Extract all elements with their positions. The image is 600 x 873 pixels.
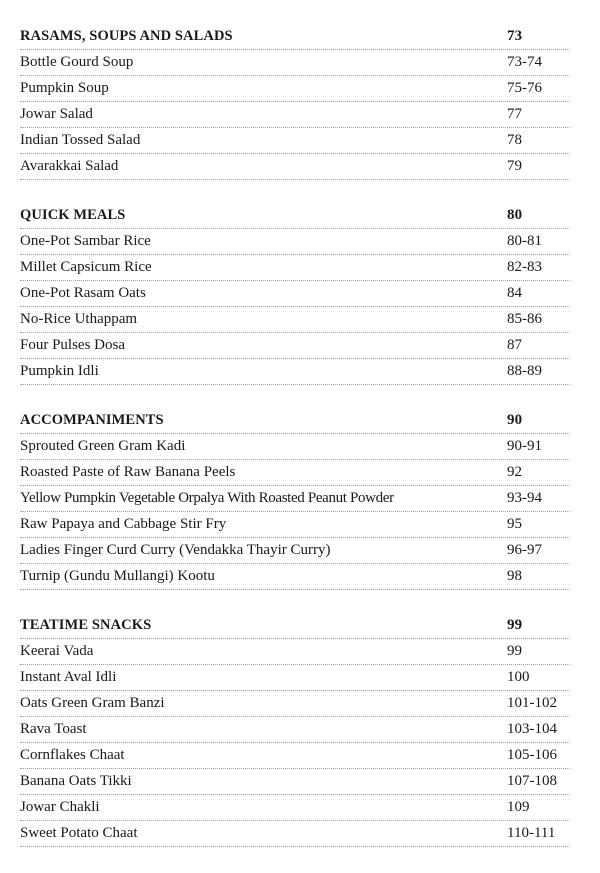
entry-title: Keerai Vada <box>20 643 94 659</box>
toc-entry <box>20 50 570 76</box>
entry-title: Millet Capsicum Rice <box>20 259 152 275</box>
section-heading-row <box>20 203 570 229</box>
entry-page-number: 107-108 <box>507 773 557 789</box>
entry-page-number: 84 <box>507 285 522 301</box>
section-heading-row <box>20 613 570 639</box>
entry-page-number: 109 <box>507 799 530 815</box>
section-heading: ACCOMPANIMENTS <box>20 412 164 428</box>
toc-entry <box>20 333 570 359</box>
toc-entry <box>20 639 570 665</box>
entry-title: Jowar Chakli <box>20 799 100 815</box>
entry-title: Jowar Salad <box>20 106 93 122</box>
toc-entry <box>20 102 570 128</box>
entry-page-number: 77 <box>507 106 522 122</box>
table-of-contents <box>20 24 570 870</box>
toc-entry <box>20 434 570 460</box>
toc-entry <box>20 486 570 512</box>
toc-entry <box>20 255 570 281</box>
toc-section-teatime-snacks <box>20 613 570 847</box>
entry-title: One-Pot Sambar Rice <box>20 233 151 249</box>
entry-page-number: 103-104 <box>507 721 557 737</box>
section-heading: TEATIME SNACKS <box>20 617 152 633</box>
entry-page-number: 90-91 <box>507 438 542 454</box>
entry-title: Instant Aval Idli <box>20 669 117 685</box>
toc-entry <box>20 538 570 564</box>
toc-entry <box>20 359 570 385</box>
entry-title: Sweet Potato Chaat <box>20 825 138 841</box>
section-page-number: 73 <box>507 28 523 44</box>
entry-page-number: 88-89 <box>507 363 542 379</box>
entry-page-number: 98 <box>507 568 522 584</box>
entry-page-number: 85-86 <box>507 311 542 327</box>
entry-title: Sprouted Green Gram Kadi <box>20 438 186 454</box>
entry-page-number: 73-74 <box>507 54 542 70</box>
section-heading-row <box>20 24 570 50</box>
toc-section-accompaniments <box>20 408 570 590</box>
entry-page-number: 93-94 <box>507 490 542 506</box>
section-heading-row <box>20 408 570 434</box>
section-page-number: 99 <box>507 617 523 633</box>
section-page-number: 90 <box>507 412 523 428</box>
entry-title: Raw Papaya and Cabbage Stir Fry <box>20 516 227 532</box>
toc-entry <box>20 795 570 821</box>
toc-entry <box>20 769 570 795</box>
entry-page-number: 78 <box>507 132 522 148</box>
entry-page-number: 82-83 <box>507 259 542 275</box>
toc-section-quick-meals <box>20 203 570 385</box>
toc-entry <box>20 460 570 486</box>
entry-title: Yellow Pumpkin Vegetable Orpalya With Roasted Peanut Powder <box>20 490 394 506</box>
toc-entry <box>20 665 570 691</box>
entry-title: Turnip (Gundu Mullangi) Kootu <box>20 568 215 584</box>
entry-title: Indian Tossed Salad <box>20 132 141 148</box>
toc-entry <box>20 717 570 743</box>
toc-entry <box>20 154 570 180</box>
entry-page-number: 100 <box>507 669 530 685</box>
entry-page-number: 101-102 <box>507 695 557 711</box>
entry-title: Pumpkin Idli <box>20 363 99 379</box>
entry-title: Banana Oats Tikki <box>20 773 132 789</box>
entry-page-number: 92 <box>507 464 522 480</box>
entry-title: One-Pot Rasam Oats <box>20 285 146 301</box>
toc-entry <box>20 821 570 847</box>
entry-title: Bottle Gourd Soup <box>20 54 134 70</box>
entry-page-number: 96-97 <box>507 542 542 558</box>
section-heading: RASAMS, SOUPS AND SALADS <box>20 28 233 44</box>
toc-entry <box>20 281 570 307</box>
entry-page-number: 95 <box>507 516 522 532</box>
entry-title: Roasted Paste of Raw Banana Peels <box>20 464 236 480</box>
entry-title: No-Rice Uthappam <box>20 311 138 327</box>
entry-title: Four Pulses Dosa <box>20 337 126 353</box>
toc-entry <box>20 743 570 769</box>
toc-entry <box>20 691 570 717</box>
entry-page-number: 99 <box>507 643 522 659</box>
section-heading: QUICK MEALS <box>20 207 126 223</box>
entry-page-number: 110-111 <box>507 825 556 841</box>
entry-title: Cornflakes Chaat <box>20 747 125 763</box>
toc-entry <box>20 229 570 255</box>
entry-page-number: 80-81 <box>507 233 542 249</box>
toc-entry <box>20 307 570 333</box>
toc-section-rasams-soups-salads <box>20 24 570 180</box>
toc-entry <box>20 564 570 590</box>
entry-title: Ladies Finger Curd Curry (Vendakka Thayir Curry) <box>20 542 331 558</box>
entry-page-number: 87 <box>507 337 522 353</box>
entry-page-number: 105-106 <box>507 747 557 763</box>
section-page-number: 80 <box>507 207 523 223</box>
toc-entry <box>20 76 570 102</box>
entry-title: Rava Toast <box>20 721 87 737</box>
entry-page-number: 79 <box>507 158 522 174</box>
entry-title: Pumpkin Soup <box>20 80 109 96</box>
entry-title: Avarakkai Salad <box>20 158 119 174</box>
toc-entry <box>20 512 570 538</box>
entry-page-number: 75-76 <box>507 80 542 96</box>
entry-title: Oats Green Gram Banzi <box>20 695 165 711</box>
toc-entry <box>20 128 570 154</box>
